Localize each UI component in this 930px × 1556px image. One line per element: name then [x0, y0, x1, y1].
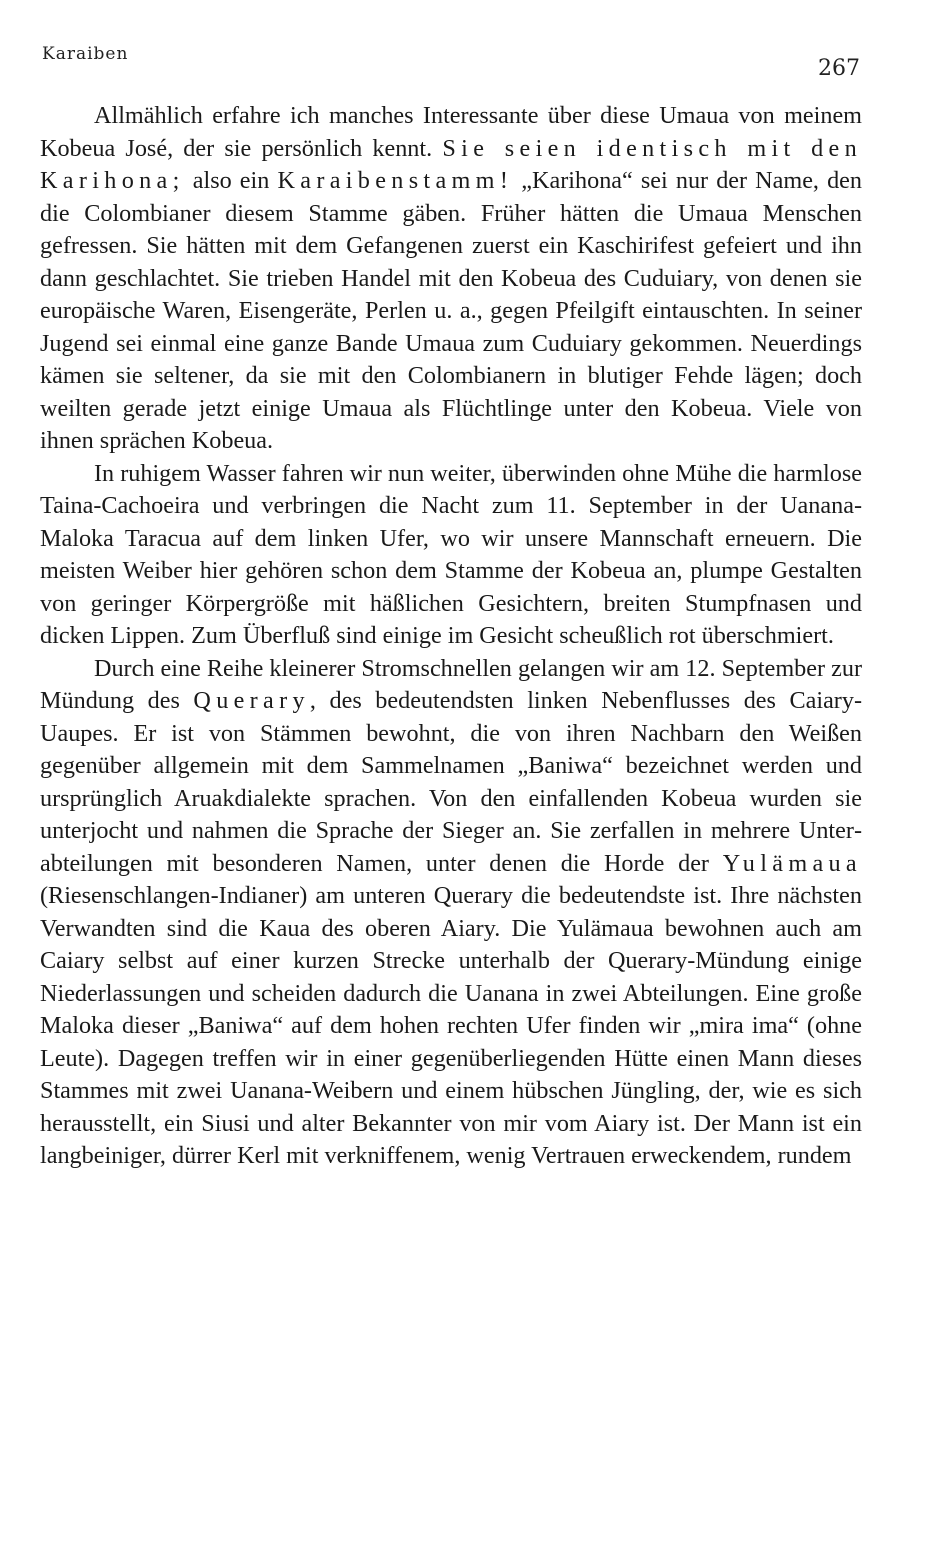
- paragraph-3-part-a: Durch eine Reihe kleinerer Stromschnellen gelangen wir am 12. September zur Mündung des: [40, 654, 862, 714]
- spaced-emphasis-yulamaua: Yulämaua: [722, 849, 862, 877]
- paragraph-2: In ruhigem Wasser fahren wir nun weiter, überwinden ohne Mühe die harmlose Taina-Cachoeira und verbringen die Nacht zum 11. September in der Uanana-Maloka Taracua auf dem linken Ufer, wo wir unsere Mannschaft erneuern. Die meisten Weiber hier gehören schon dem Stamme der Kobeua an, plumpe Gestalten von geringer Körpergröße mit häßlichen Gesichtern, breiten Stumpfnasen und dicken Lippen. Zum Überfluß sind einige im Gesicht scheußlich rot überschmiert.: [40, 459, 862, 649]
- running-head: Karaiben: [42, 44, 129, 64]
- body-text: [40, 100, 862, 1173]
- paragraph-1-part-c: also ein: [184, 167, 278, 194]
- paragraph-3-part-e: (Riesenschlangen-Indianer) am unteren Querary die bedeutendste ist. Ihre nächsten Verwandten sind die Kaua des oberen Aiary. Die Yulämaua bewohnen auch am Caiary selbst auf einer kurzen Strecke unterhalb der Querary-Mündung einige Niederlassungen und scheiden dadurch die Uanana in zwei Abteilungen. Eine große Maloka dieser „Baniwa“ auf dem hohen rechten Ufer finden wir „mira ima“ (ohne Leute). Dagegen treffen wir in einer gegenüberliegenden Hütte einen Mann dieses Stammes mit zwei Uanana-Weibern und einem hübschen Jüngling, der, wie es sich herausstellt, ein Siusi und alter Bekannter von mir vom Aiary ist. Der Mann ist ein langbeiniger, dürrer Kerl mit verkniffenem, wenig Vertrauen erweckendem, rundem: [40, 882, 862, 1169]
- paragraph-1-part-a: Allmählich erfahre ich manches Interessante über diese Umaua von meinem Kobeua José, der sie persönlich kennt.: [40, 102, 862, 162]
- paragraph-3: [40, 653, 862, 1173]
- spaced-emphasis-identisch: Sie seien identisch mit den Karihona;: [40, 134, 862, 194]
- spaced-emphasis-querary: Querary: [193, 687, 310, 714]
- spaced-emphasis-karaibenstamm: Karaibenstamm!: [277, 167, 514, 194]
- paragraph-1-part-e: „Karihona“ sei nur der Name, den die Colombianer diesem Stamme gäben. Früher hätten die Umaua Menschen gefressen. Sie hätten mit dem Gefangenen zuerst ein Kaschirifest gefeiert und ihn dann geschlachtet. Sie trieben Handel mit den Kobeua des Cuduiary, von denen sie europäische Waren, Eisengeräte, Perlen u. a., gegen Pfeilgift eintauschten. In seiner Jugend sei einmal eine ganze Bande Umaua zum Cuduiary gekommen. Neuerdings kämen sie seltener, da sie mit den Colombianern in blutiger Fehde lägen; doch weilten gerade jetzt einige Umaua als Flüchtlinge unter den Kobeua. Viele von ihnen sprächen Kobeua.: [40, 167, 863, 454]
- page-number: 267: [818, 56, 860, 81]
- paragraph-1: [40, 100, 862, 458]
- paragraph-3-part-c: , des bedeutendsten linken Nebenflusses des Caiary-Uaupes. Er ist von Stämmen bewohnt, die von ihren Nachbarn den Weißen gegenüber allgemein mit dem Sammelnamen „Baniwa“ bezeichnet werden und ursprünglich Aruakdialekte sprachen. Von den einfallenden Kobeua wurden sie unterjocht und nahmen die Sprache der Sieger an. Sie zerfallen in mehrere Unterabteilungen mit besonderen Namen, unter denen die Horde der: [40, 687, 863, 877]
